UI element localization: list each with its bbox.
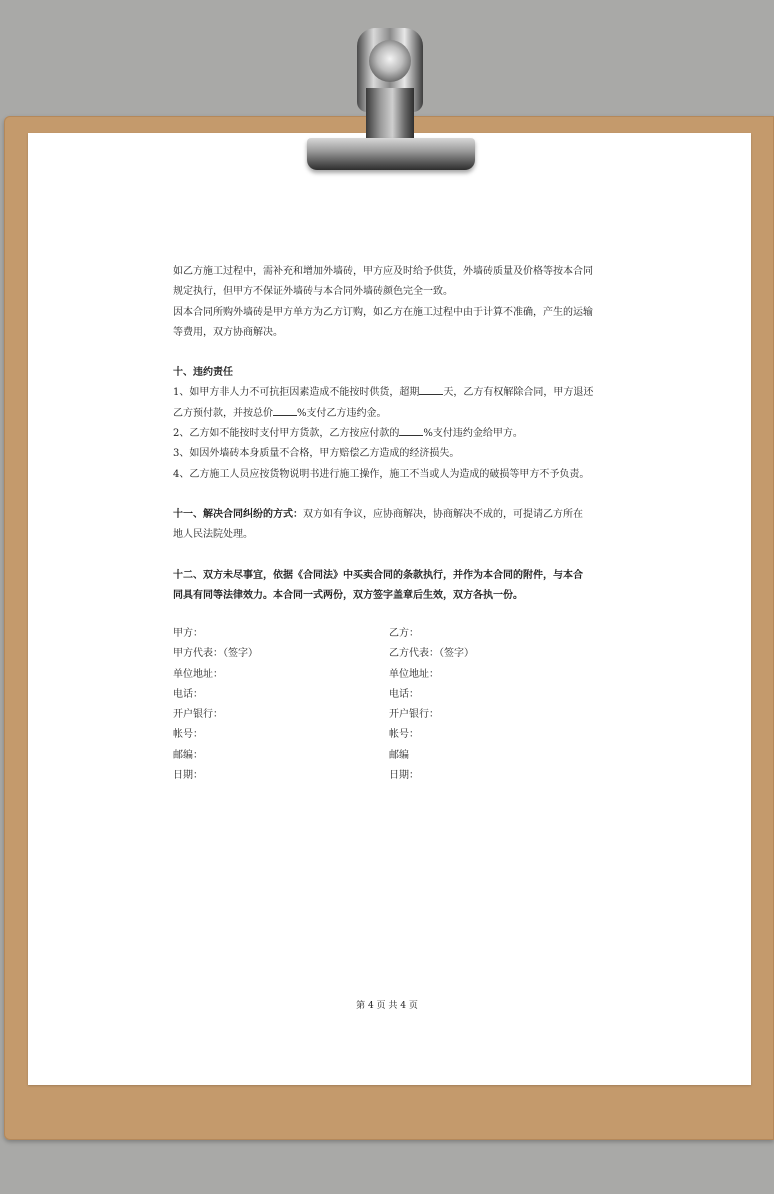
party-b-field: 日期： — [389, 770, 419, 782]
party-a-field: 邮编： — [173, 749, 203, 761]
party-a-field: 单位地址： — [173, 668, 223, 680]
section-11-cont: 地人民法院处理。 — [173, 529, 253, 541]
page-number: 第 4 页 共 4 页 — [356, 1001, 418, 1011]
party-a-field: 甲方： — [173, 628, 203, 639]
section-11-heading: 十一、解决合同纠纷的方式： — [173, 508, 303, 520]
blank-field — [399, 425, 423, 436]
party-b-field: 帐号： — [389, 729, 419, 741]
clause-1-cont: 乙方预付款，并按总价 %支付乙方违约金。 — [173, 404, 613, 424]
party-b-field: 单位地址： — [389, 668, 439, 680]
party-b-field: 电话： — [389, 688, 419, 700]
party-a-field: 帐号： — [173, 729, 203, 741]
section-10-heading: 十、违约责任 — [173, 367, 233, 379]
party-b-field: 邮编 — [389, 749, 409, 761]
party-a-field: 开户银行： — [173, 709, 223, 721]
intro-line: 等费用，双方协商解决。 — [173, 326, 283, 338]
clause-2: 2、乙方如不能按时支付甲方货款，乙方按应付款的 %支付违约金给甲方。 — [173, 424, 613, 444]
clause-1: 1、如甲方非人力不可抗拒因素造成不能按时供货，超期 天，乙方有权解除合同，甲方退还 — [173, 383, 613, 403]
blank-field — [419, 384, 443, 395]
clause-4: 4、乙方施工人员应按货物说明书进行施工操作，施工不当或人为造成的破损等甲方不予负责。 — [173, 468, 590, 480]
party-a-field: 电话： — [173, 688, 203, 700]
binder-clip-icon — [307, 138, 475, 170]
document-body — [173, 262, 613, 606]
party-b-field: 乙方代表：（签字） — [389, 648, 474, 660]
party-b-field: 开户银行： — [389, 709, 439, 721]
intro-line: 因本合同所购外墙砖是甲方单方为乙方订购，如乙方在施工过程中由于计算不准确，产生的运输 — [173, 306, 593, 318]
section-12-line: 十二、双方未尽事宜，依据《合同法》中买卖合同的条款执行，并作为本合同的附件，与本合 — [173, 569, 583, 581]
clause-3: 3、如因外墙砖本身质量不合格，甲方赔偿乙方造成的经济损失。 — [173, 448, 460, 460]
party-a-field: 日期： — [173, 770, 203, 782]
party-b-field: 乙方： — [389, 628, 419, 639]
intro-line: 规定执行，但甲方不保证外墙砖与本合同外墙砖颜色完全一致。 — [173, 286, 453, 298]
signature-block — [173, 624, 613, 786]
party-a-field: 甲方代表：（签字） — [173, 648, 258, 660]
section-11: 十一、解决合同纠纷的方式：双方如有争议，应协商解决，协商解决不成的，可提请乙方所在 — [173, 508, 583, 520]
binder-clip-neck — [366, 88, 414, 140]
section-12-line: 同具有同等法律效力。本合同一式两份，双方签字盖章后生效，双方各执一份。 — [173, 589, 523, 601]
intro-line: 如乙方施工过程中，需补充和增加外墙砖，甲方应及时给予供货，外墙砖质量及价格等按本合同 — [173, 266, 593, 277]
blank-field — [273, 405, 297, 416]
